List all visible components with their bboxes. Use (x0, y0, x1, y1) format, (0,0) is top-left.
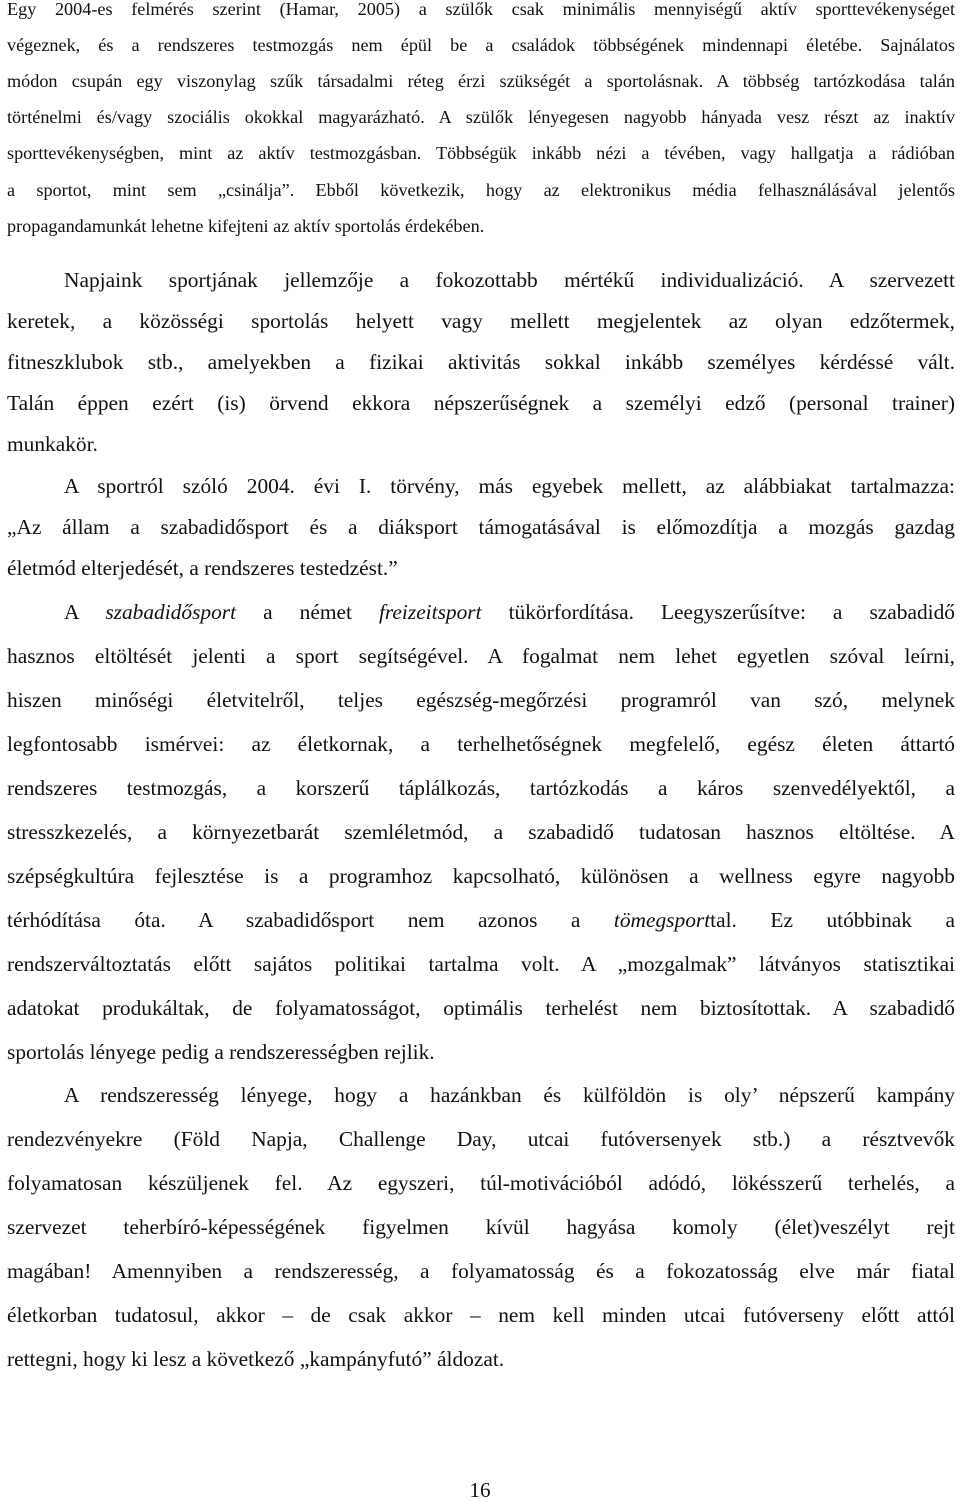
paragraph-1-line: propagandamunkát lehetne kifejteni az aktív sportolás érdekében. (7, 216, 485, 236)
paragraph-4-line (7, 910, 955, 931)
paragraph-4-line: rendszerváltoztatás előtt sajátos politikai tartalma volt. A „mozgalmak” látványos statisztikai (7, 952, 955, 976)
paragraph-3-line: A sportról szóló 2004. évi I. törvény, más egyebek mellett, az alábbiakat tartalmazza: (64, 474, 955, 498)
text-run: tükörfordítása. Leegyszerűsítve: a szabadidő (481, 600, 955, 624)
text-run: A (64, 600, 106, 624)
paragraph-2-line: Napjaink sportjának jellemzője a fokozottabb mértékű individualizáció. A szervezett (64, 268, 955, 292)
text-run: tal. Ez utóbbinak a (710, 908, 955, 932)
paragraph-5-line: A rendszeresség lényege, hogy a hazánkban és külföldön is oly’ népszerű kampány (64, 1083, 955, 1107)
paragraph-4-line: hasznos eltöltését jelenti a sport segítségével. A fogalmat nem lehet egyetlen szóval leírni, (7, 644, 955, 668)
paragraph-1-line: végeznek, és a rendszeres testmozgás nem épül be a családok többségének mindennapi életébe. Sajnálatos (7, 35, 955, 55)
paragraph-2-line: keretek, a közösségi sportolás helyett vagy mellett megjelentek az olyan edzőtermek, (7, 309, 955, 333)
paragraph-1-line: Egy 2004-es felmérés szerint (Hamar, 2005) a szülők csak minimális mennyiségű aktív sporttevékenységet (7, 0, 955, 19)
paragraph-2-line: Talán éppen ezért (is) örvend ekkora népszerűségnek a személyi edző (personal trainer) (7, 391, 955, 415)
italic-term: freizeitsport (378, 600, 482, 624)
paragraph-5-line: szervezet teherbíró-képességének figyelmen kívül hagyása komoly (élet)veszélyt rejt (7, 1215, 955, 1239)
italic-term: szabadidősport (105, 600, 237, 624)
paragraph-5-line: rettegni, hogy ki lesz a következő „kampányfutó” áldozat. (7, 1347, 505, 1371)
paragraph-4-line: szépségkultúra fejlesztése is a programhoz kapcsolható, különösen a wellness egyre nagyobb (7, 864, 955, 888)
italic-term: tömegsport (613, 908, 711, 932)
paragraph-5-line: rendezvényekre (Föld Napja, Challenge Day, utcai futóversenyek stb.) a résztvevők (7, 1127, 955, 1151)
paragraph-5-line: életkorban tudatosul, akkor – de csak akkor – nem kell minden utcai futóverseny előtt attól (7, 1303, 955, 1327)
text-run: térhódítása óta. A szabadidősport nem azonos a (7, 908, 614, 932)
paragraph-4-line: rendszeres testmozgás, a korszerű táplálkozás, tartózkodás a káros szenvedélyektől, a (7, 776, 955, 800)
paragraph-1-line: történelmi és/vagy szociális okokkal magyarázható. A szülők lényegesen nagyobb hányada vesz részt az inaktív (7, 107, 955, 127)
paragraph-5-line: magában! Amennyiben a rendszeresség, a folyamatosság és a fokozatosság elve már fiatal (7, 1259, 955, 1283)
paragraph-4-line: adatokat produkáltak, de folyamatosságot, optimális terhelést nem biztosítottak. A szabadidő (7, 996, 955, 1020)
paragraph-1-line: a sportot, mint sem „csinálja”. Ebből következik, hogy az elektronikus média felhasználásával jelentős (7, 180, 955, 200)
paragraph-4-line: legfontosabb ismérvei: az életkornak, a terhelhetőségnek megfelelő, egész életen áttartó (7, 732, 955, 756)
paragraph-4-first-line (64, 602, 955, 623)
paragraph-1-line: sporttevékenységben, mint az aktív testmozgásban. Többségük inkább nézi a tévében, vagy hallgatja a rádióban (7, 143, 955, 163)
paragraph-2-line: munkakör. (7, 432, 98, 456)
paragraph-4-line: sportolás lényege pedig a rendszerességben rejlik. (7, 1040, 435, 1064)
page-number: 16 (469, 1478, 491, 1502)
paragraph-4-line: hiszen minőségi életvitelről, teljes egészség-megőrzési programról van szó, melynek (7, 688, 955, 712)
paragraph-4-line: stresszkezelés, a környezetbarát szemléletmód, a szabadidő tudatosan hasznos eltöltése. A (7, 820, 955, 844)
text-run: a német (236, 600, 379, 624)
paragraph-5-line: folyamatosan készüljenek fel. Az egyszeri, túl-motivációból adódó, lökésszerű terhelés, a (7, 1171, 955, 1195)
paragraph-3-quote-line: életmód elterjedését, a rendszeres testedzést.” (7, 556, 398, 580)
paragraph-3-quote-line: „Az állam a szabadidősport és a diáksport támogatásával is előmozdítja a mozgás gazdag (7, 515, 955, 539)
paragraph-2-line: fitneszklubok stb., amelyekben a fizikai aktivitás sokkal inkább személyes kérdéssé vált. (7, 350, 955, 374)
paragraph-1-line: módon csupán egy viszonylag szűk társadalmi réteg érzi szükségét a sportolásnak. A többség tartózkodása talán (7, 71, 955, 91)
